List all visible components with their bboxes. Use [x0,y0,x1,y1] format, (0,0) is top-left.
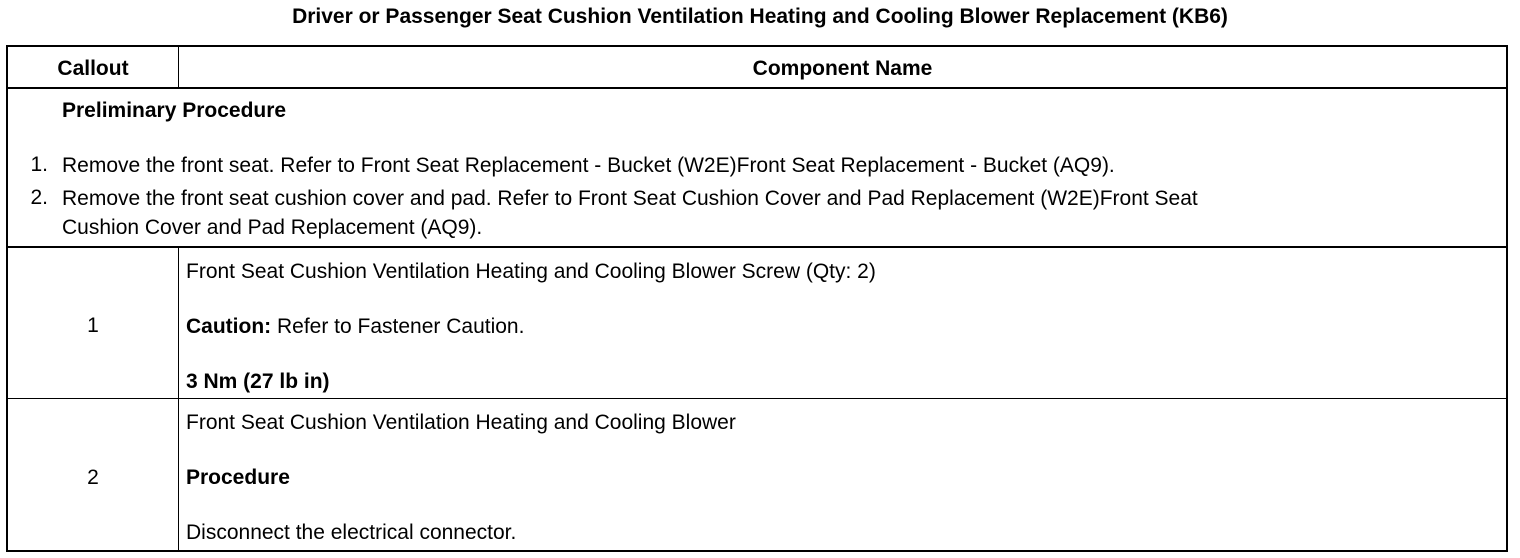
header-column-divider [178,47,179,88]
component-name: Front Seat Cushion Ventilation Heating and Cooling Blower [186,411,736,434]
step-text: Remove the front seat. Refer to Front Seat Replacement - Bucket (W2E)Front Seat Replacement - Bucket (AQ9). [62,154,1115,177]
component-name: Front Seat Cushion Ventilation Heating and Cooling Blower Screw (Qty: 2) [186,260,876,283]
step-text-continued: Cushion Cover and Pad Replacement (AQ9). [62,216,483,239]
callout-number: 2 [87,466,99,489]
procedure-step: Disconnect the electrical connector. [186,521,517,544]
header-component-name: Component Name [752,57,933,80]
step-number: 2. [30,186,48,209]
procedure-label: Procedure [186,466,290,489]
header-callout: Callout [57,57,129,80]
header-divider [8,87,1506,89]
caution-text: Refer to Fastener Caution. [271,315,525,338]
preliminary-divider [8,246,1506,248]
caution-label: Caution: [186,315,272,338]
caution-note [186,315,524,339]
torque-spec: 3 Nm (27 lb in) [186,370,330,393]
procedure-table [6,45,1508,552]
step-text: Remove the front seat cushion cover and pad. Refer to Front Seat Cushion Cover and Pad Replacement (W2E)Front Seat [62,187,1198,210]
step-number: 1. [30,153,48,176]
row-divider [8,398,1506,399]
preliminary-heading: Preliminary Procedure [62,99,287,122]
callout-number: 1 [87,314,99,337]
document-title: Driver or Passenger Seat Cushion Ventilation Heating and Cooling Blower Replacement (KB6) [292,5,1228,28]
